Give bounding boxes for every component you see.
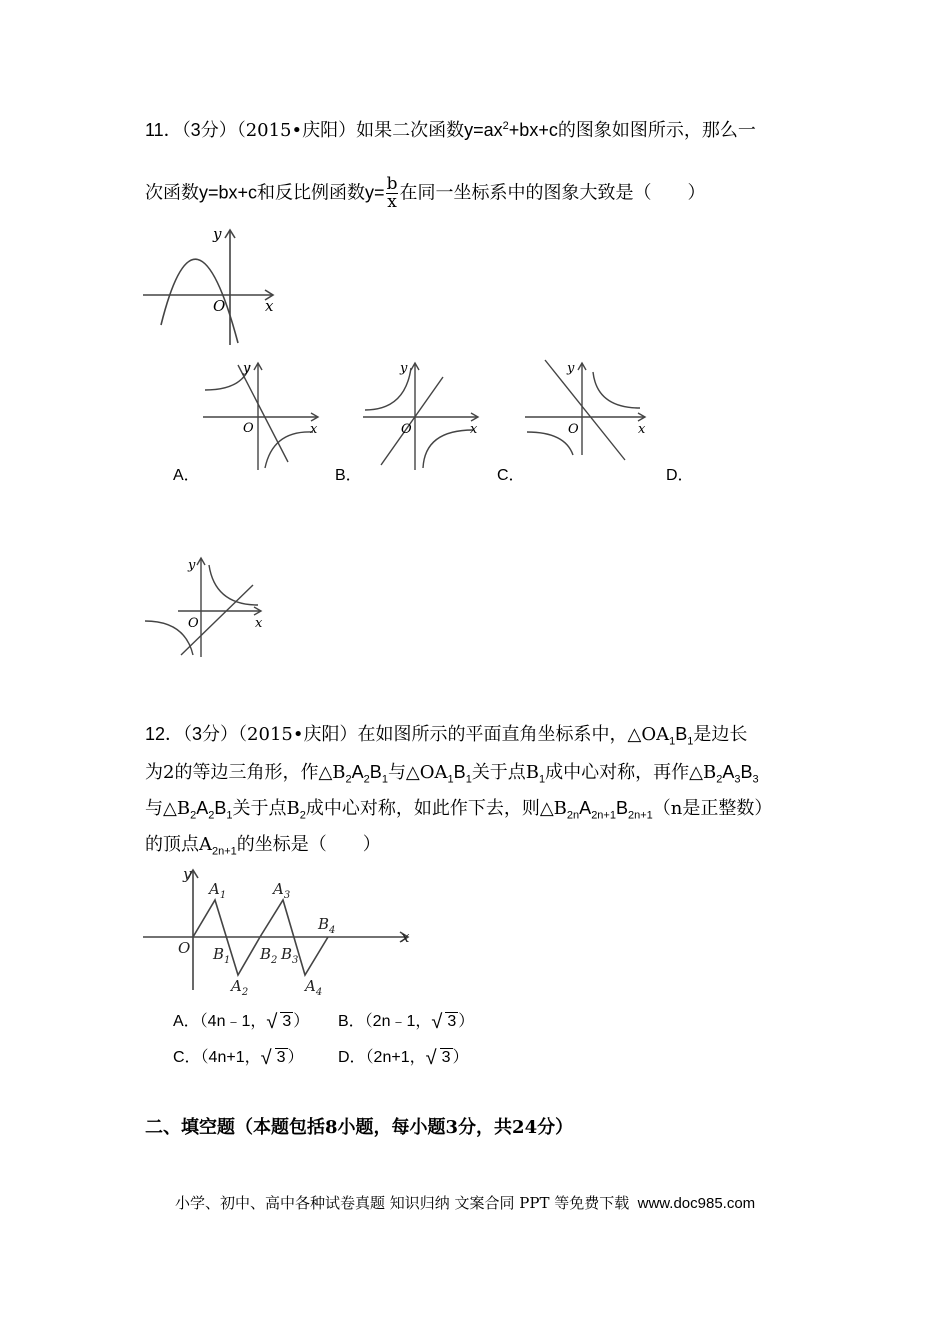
svg-text:x: x (470, 422, 478, 437)
q12-option-c: C．（4n+1，√ 3 ） (173, 1044, 304, 1067)
svg-text:x: x (255, 616, 263, 631)
q12-number: 12． (145, 724, 184, 744)
q11-line1: 11．（3分）（2015•庆阳）如果二次函数$y=ax^2+bx+c$的图象如图所示，那么一 (145, 120, 756, 141)
svg-text:y: y (188, 558, 196, 573)
option-a-label: A． (173, 467, 200, 484)
option-d-graph (143, 555, 268, 660)
q11-number: 11． (145, 120, 182, 140)
svg-text:y: y (213, 225, 222, 243)
option-b-label: B． (335, 467, 362, 484)
svg-text:y: y (400, 361, 408, 376)
svg-text:B3: $B_3$ (281, 945, 299, 966)
svg-text:A1: $A_1$ (209, 880, 227, 901)
option-a-graph (203, 360, 323, 470)
section-heading: 二、填空题（本题包括8小题，每小题3分，共24分） (145, 1117, 574, 1138)
svg-text:O: O (401, 422, 412, 437)
option-d-label: D． (666, 467, 694, 484)
svg-text:A4: $A_4$ (305, 977, 323, 998)
svg-text:O: O (568, 422, 579, 437)
svg-text:x: x (638, 422, 646, 437)
svg-text:B4: $B_4$ (318, 915, 336, 936)
q12-option-b: B．（2n﹣1，√ 3 ） (338, 1008, 474, 1031)
page-footer: 小学、初中、高中各种试卷真题 知识归纳 文案合同 PPT 等免费下载 www.doc985.com (175, 1194, 756, 1212)
q12-line1: 12．（3分）（2015•庆阳）在如图所示的平面直角坐标系中，$\triangle OA_1B_1$是边长 (145, 724, 748, 748)
option-c-graph (525, 360, 650, 470)
svg-text:A3: $A_3$ (273, 880, 291, 901)
option-b-graph (363, 360, 483, 470)
q12-option-a: A．（4n﹣1，√ 3 ） (173, 1008, 309, 1031)
triangle-chain-figure (143, 865, 423, 998)
q12-option-d: D．（2n+1，√ 3 ） (338, 1044, 469, 1067)
q12-line2: 为2的等边三角形，作$\triangle B_2A_2B_1$与$\triangle OA_1B_1$关于点$B_1$成中心对称，再作$\triangle B_2A_3B_3$ (145, 762, 759, 786)
q12-line3: 与$\triangle B_2A_2B_1$关于点$B_2$成中心对称，如此作下去，则$\triangle B_{2n}A_{2n+1}B_{2n+1}(n$是正整数） (145, 798, 773, 822)
svg-text:x: x (401, 928, 410, 946)
svg-text:x: x (265, 297, 274, 315)
footer-url[interactable]: www.doc985.com (637, 1195, 756, 1212)
svg-text:O: O (188, 616, 199, 631)
q11-line2: 次函数y=bx+c和反比例函数y= $\frac{b}{x}$ 在同一坐标系中的图象大致是（ ） (145, 174, 706, 212)
svg-text:y: y (183, 865, 192, 883)
svg-text:B1: $B_1$ (213, 945, 231, 966)
option-c-label: C． (497, 467, 525, 484)
svg-text:O: O (243, 421, 254, 436)
q12-line4: 的顶点$A_{2n+1}$的坐标是（ ） (145, 834, 381, 858)
fraction-b-over-x: $\frac{b}{x}$ (386, 174, 398, 212)
svg-text:y: y (243, 361, 251, 376)
svg-text:O: O (213, 297, 226, 315)
svg-text:x: x (310, 422, 318, 437)
svg-text:B2: $B_2$ (260, 945, 278, 966)
svg-text:A2: $A_2$ (231, 977, 249, 998)
svg-text:y: y (567, 361, 575, 376)
parabola-figure (143, 225, 283, 345)
svg-text:O: O (178, 939, 191, 957)
